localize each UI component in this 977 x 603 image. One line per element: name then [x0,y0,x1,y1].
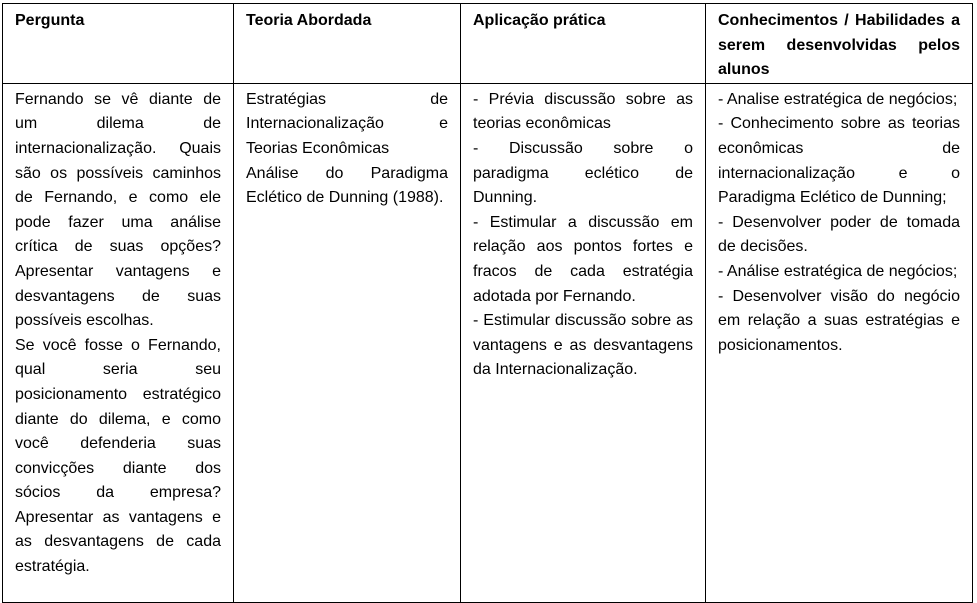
aplicacao-item-1: - Prévia discussão sobre as teorias econômicas [473,90,693,133]
conhecimentos-item-4: - Análise estratégica de negócios; [718,262,958,280]
aplicacao-item-4: - Estimular discussão sobre as vantagens e as desvantagens da Internacionalização. [473,312,693,379]
conhecimentos-item-5: - Desenvolver visão do negócio em relação a suas estratégias e posicionamentos. [718,287,960,354]
aplicacao-item-2: - Discussão sobre o paradigma eclético de Dunning. [473,139,693,207]
cell-conhecimentos [706,83,973,602]
teoria-paragraph-1: Estratégias de Internacionalização e Teorias Econômicas [246,90,448,157]
cell-teoria [234,83,461,602]
table-row [3,83,973,602]
conhecimentos-item-1: - Analise estratégica de negócios; [718,90,958,108]
cell-aplicacao [461,83,706,602]
aplicacao-item-3: - Estimular a discussão em relação aos pontos fortes e fracos de cada estratégia adotada por Fernando. [473,213,693,305]
pergunta-paragraph-2: Se você fosse o Fernando, qual seria seu posicionamento estratégico diante do dilema, e como você defenderia suas convicções diante dos sócios da empresa? Apresentar as vantagens e as desvantagens de cada estratégia. [15,336,221,576]
header-teoria-abordada: Teoria Abordada [234,4,461,84]
conhecimentos-item-3: - Desenvolver poder de tomada de decisões. [718,213,960,256]
header-aplicacao-pratica: Aplicação prática [461,4,706,84]
teoria-paragraph-2: Análise do Paradigma Eclético de Dunning (1988). [246,164,448,207]
header-pergunta: Pergunta [3,4,234,84]
pergunta-paragraph-1: Fernando se vê diante de um dilema de internacionalização. Quais são os possíveis caminhos de Fernando, e como ele pode fazer uma análise crítica de suas opções? Apresentar vantagens e desvantagens de suas possíveis escolhas. [15,90,221,330]
conhecimentos-item-2: - Conhecimento sobre as teorias econômicas de internacionalização e o Paradigma Eclético de Dunning; [718,115,960,207]
cell-pergunta [3,83,234,602]
header-conhecimentos: Conhecimentos / Habilidades a serem desenvolvidas pelos alunos [706,4,973,84]
table-header-row [3,4,973,84]
competencies-table [2,3,973,603]
